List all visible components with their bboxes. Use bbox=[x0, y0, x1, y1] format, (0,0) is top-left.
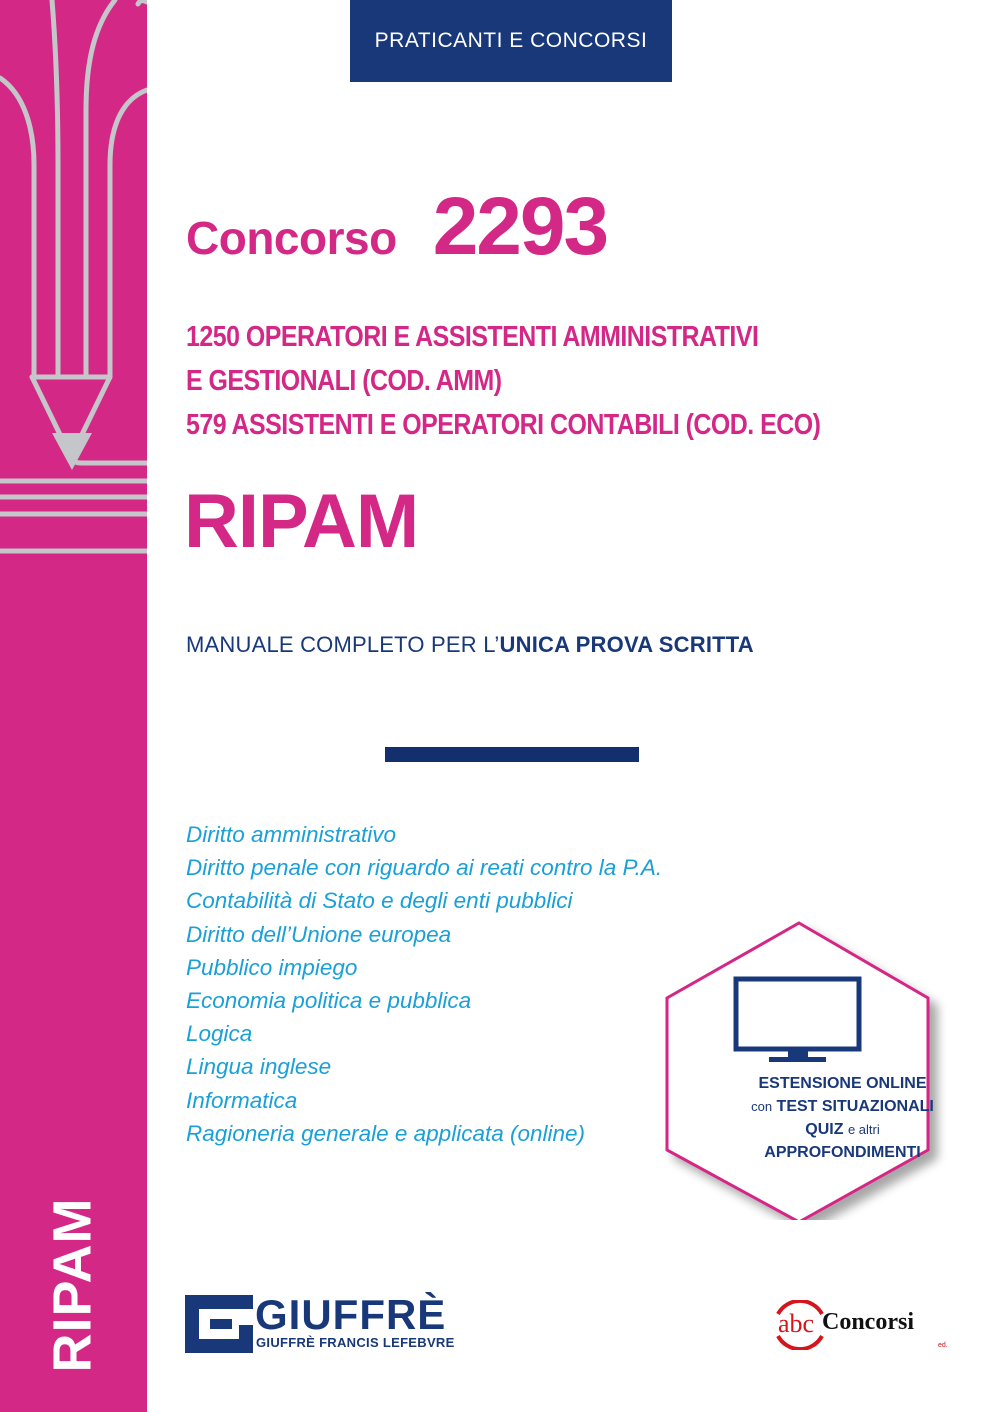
topic-item: Diritto amministrativo bbox=[186, 822, 397, 847]
title-word: Concorso bbox=[186, 212, 397, 264]
imprint-name: Concorsi bbox=[822, 1309, 914, 1335]
page-title bbox=[186, 180, 607, 274]
ruled-lines-icon bbox=[0, 500, 147, 620]
topic-item: Lingua inglese bbox=[186, 1054, 332, 1080]
tagline-prefix: MANUALE COMPLETO PER L’ bbox=[186, 632, 500, 657]
topic-item: Economia politica e pubblica bbox=[186, 988, 472, 1014]
tagline bbox=[186, 632, 754, 658]
spine-label: RIPAM bbox=[42, 1197, 102, 1373]
imprint-prefix: abc bbox=[778, 1309, 815, 1338]
topic-item: Contabilità di Stato e degli enti pubblici bbox=[186, 888, 573, 914]
title-number: 2293 bbox=[432, 181, 608, 272]
publisher-name: GIUFFRÈ bbox=[255, 1291, 447, 1338]
badge-text: ESTENSIONE ONLINE con TEST SITUAZIONALI QUIZ e altri APPROFONDIMENTI bbox=[751, 1075, 934, 1161]
topic-item: Diritto penale con riguardo ai reati contro la P.A. bbox=[186, 855, 663, 881]
cover-sidebar bbox=[0, 0, 147, 1412]
series-label: PRATICANTI E CONCORSI bbox=[374, 29, 648, 52]
topic-item: Pubblico impiego bbox=[186, 954, 358, 980]
position-line: 579 ASSISTENTI E OPERATORI CONTABILI (COD. ECO) bbox=[186, 409, 821, 441]
topic-item: Diritto dell’Unione europea bbox=[186, 921, 452, 947]
program-title: RIPAM bbox=[184, 479, 419, 564]
position-line: E GESTIONALI (COD. AMM) bbox=[186, 365, 502, 397]
divider-bar bbox=[385, 747, 639, 762]
topic-item: Informatica bbox=[186, 1087, 298, 1113]
topic-item: Ragioneria generale e applicata (online) bbox=[186, 1120, 586, 1146]
giuffre-mark-icon bbox=[185, 1295, 253, 1353]
position-line: 1250 OPERATORI E ASSISTENTI AMMINISTRATIVI bbox=[186, 321, 759, 353]
hexagon-frame-icon bbox=[660, 900, 1000, 1220]
topics-list bbox=[186, 818, 662, 1150]
series-tag bbox=[350, 0, 672, 82]
publisher-subtitle: GIUFFRÈ FRANCIS LEFEBVRE bbox=[256, 1335, 455, 1350]
imprint-sub: ed. bbox=[938, 1342, 948, 1349]
publisher-logo bbox=[185, 1291, 455, 1355]
pencil-illustration-icon bbox=[0, 0, 147, 520]
imprint-logo bbox=[770, 1300, 970, 1350]
positions-list bbox=[186, 315, 820, 447]
topic-item: Logica bbox=[186, 1021, 253, 1047]
online-extension-badge bbox=[660, 900, 1000, 1220]
tagline-emphasis: UNICA PROVA SCRITTA bbox=[499, 632, 754, 657]
